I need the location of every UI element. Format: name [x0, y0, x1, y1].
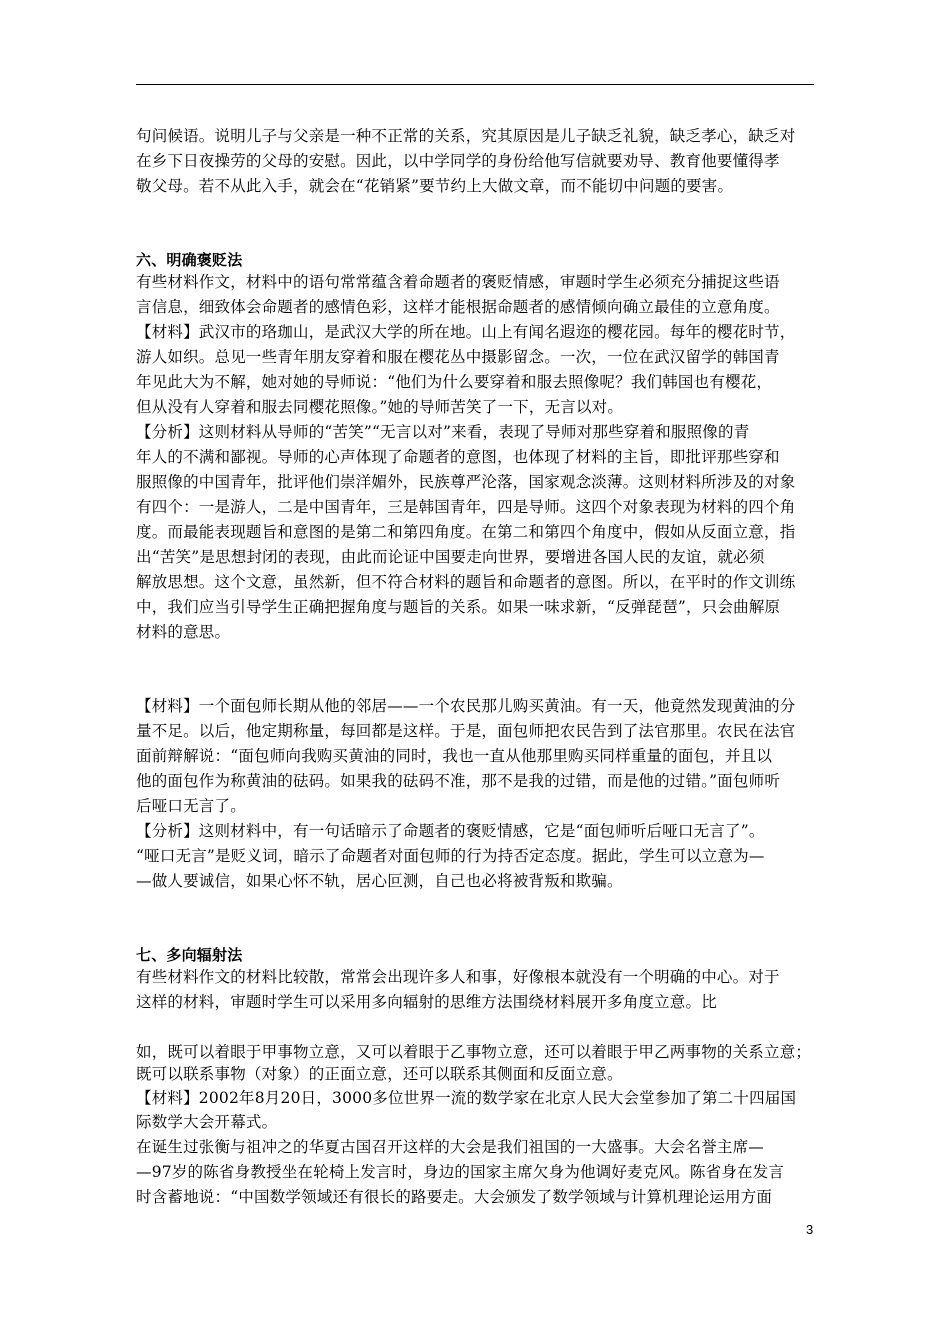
- text-line: 在乡下日夜操劳的父母的安慰。因此，以中学同学的身份给他写信就要劝导、教育他要懂得孝: [136, 152, 780, 170]
- text-line: 句问候语。说明儿子与父亲是一种不正常的关系，究其原因是儿子缺乏礼貌，缺乏孝心，缺乏对: [136, 127, 796, 145]
- text-line: 出“苦笑”是思想封闭的表现，由此而论证中国要走向世界，要增进各国人民的友谊，就必须: [136, 548, 765, 566]
- text-line: 【材料】武汉市的珞珈山，是武汉大学的所在地。山上有闻名遐迩的樱花园。每年的樱花时节，: [136, 323, 796, 341]
- page-number: 3: [806, 1222, 814, 1237]
- text-line: 时含蓄地说：“中国数学领域还有很长的路要走。大会颁发了数学领域与计算机理论运用方面: [136, 1188, 773, 1206]
- text-line: 言信息，细致体会命题者的感情色彩，这样才能根据命题者的感情倾向确立最佳的立意角度。: [136, 298, 780, 316]
- text-line: 度。而最能表现题旨和意图的是第二和第四角度。在第二和第四个角度中，假如从反面立意，指: [136, 523, 796, 541]
- text-line: “哑口无言”是贬义词，暗示了命题者对面包师的行为持否定态度。据此，学生可以立意为—: [136, 847, 765, 865]
- text-line: 既可以联系事物（对象）的正面立意，还可以联系其侧面和反面立意。: [136, 1065, 623, 1083]
- text-line: 面前辩解说：“面包师向我购买黄油的同时，我也一直从他那里购买同样重量的面包，并且以: [136, 747, 773, 765]
- header-rule: [136, 84, 814, 85]
- text-line: 中，我们应当引导学生正确把握角度与题旨的关系。如果一味求新，“反弹琵琶”，只会曲解原: [136, 598, 781, 616]
- text-line: 这样的材料，审题时学生可以采用多向辐射的思维方法围绕材料展开多角度立意。比: [136, 993, 717, 1011]
- text-line: 量不足。以后，他定期称量，每回都是这样。于是，面包师把农民告到了法官那里。农民在法官: [136, 722, 796, 740]
- text-line: 年见此大为不解，她对她的导师说：“他们为什么要穿着和服去照像呢？我们韩国也有樱花，: [136, 373, 773, 391]
- text-line: 际数学大会开幕式。: [136, 1113, 278, 1131]
- text-line: 敬父母。若不从此入手，就会在“花销紧”要节约上大做文章，而不能切中问题的要害。: [136, 177, 734, 195]
- text-line: 如，既可以着眼于甲事物立意，又可以着眼于乙事物立意，还可以着眼于甲乙两事物的关系立意；: [136, 1043, 812, 1061]
- text-line: 【材料】一个面包师长期从他的邻居——一个农民那儿购买黄油。有一天，他竟然发现黄油的分: [136, 697, 796, 715]
- text-line: 后哑口无言了。: [136, 797, 246, 815]
- text-line: 他的面包作为称黄油的砝码。如果我的砝码不准，那不是我的过错，而是他的过错。”面包师听: [136, 772, 781, 790]
- text-line: 解放思想。这个文意，虽然新，但不符合材料的题旨和命题者的意图。所以，在平时的作文训练: [136, 573, 796, 591]
- text-line: —做人要诚信，如果心怀不轨，居心叵测，自己也必将被背叛和欺骗。: [136, 872, 623, 890]
- text-line: 在诞生过张衡与祖冲之的华夏古国召开这样的大会是我们祖国的一大盛事。大会名誉主席—: [136, 1138, 765, 1156]
- section-heading: 七、多向辐射法: [136, 946, 243, 964]
- section-heading: 六、明确褒贬法: [136, 251, 243, 269]
- text-line: 游人如织。总见一些青年朋友穿着和服在樱花丛中摄影留念。一次，一位在武汉留学的韩国青: [136, 348, 780, 366]
- text-line: 年人的不满和鄙视。导师的心声体现了命题者的意图，也体现了材料的主旨，即批评那些穿和: [136, 448, 780, 466]
- text-line: 服照像的中国青年，批评他们崇洋媚外，民族尊严沦落，国家观念淡薄。这则材料所涉及的对象: [136, 473, 796, 491]
- text-line: 有些材料作文的材料比较散，常常会出现许多人和事，好像根本就没有一个明确的中心。对于: [136, 968, 780, 986]
- text-line: 材料的意思。: [136, 623, 231, 641]
- text-line: 有些材料作文，材料中的语句常常蕴含着命题者的褒贬情感，审题时学生必须充分捕捉这些语: [136, 273, 780, 291]
- text-line: 但从没有人穿着和服去同樱花照像。”她的导师苦笑了一下，无言以对。: [136, 398, 624, 416]
- text-line: 有四个：一是游人，二是中国青年，三是韩国青年，四是导师。这四个对象表现为材料的四个角: [136, 498, 796, 516]
- text-line: 【材料】2002年8月20日，3000多位世界一流的数学家在北京人民大会堂参加了第二十四届国: [136, 1089, 797, 1107]
- text-line: 【分析】这则材料中，有一句话暗示了命题者的褒贬情感，它是“面包师听后哑口无言了”。: [136, 822, 765, 840]
- text-line: —97岁的陈省身教授坐在轮椅上发言时，身边的国家主席欠身为他调好麦克风。陈省身在发言: [136, 1163, 785, 1181]
- text-line: 【分析】这则材料从导师的“苦笑”“无言以对”来看，表现了导师对那些穿着和服照像的青: [136, 423, 750, 441]
